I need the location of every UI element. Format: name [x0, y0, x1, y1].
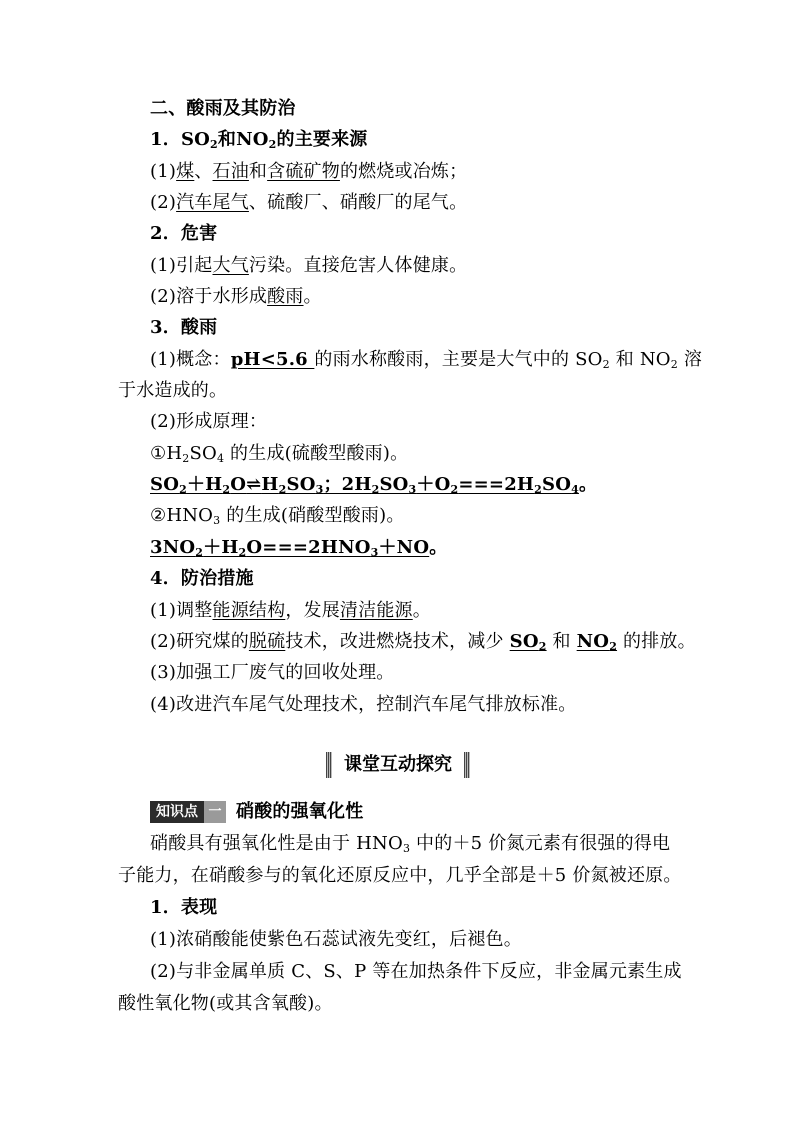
- text: SO: [189, 443, 217, 464]
- eq-text: ＋H: [186, 474, 223, 495]
- paragraph: [150, 442, 408, 466]
- text: 和: [248, 161, 268, 182]
- knowledge-point-badge: [150, 801, 226, 823]
- banner-title: 课堂互动探究: [344, 754, 452, 775]
- formula: SO: [180, 129, 211, 150]
- heading-acid-rain: 3．酸雨: [150, 317, 218, 338]
- formula: NO: [236, 129, 269, 150]
- eq-text: ＋O: [416, 474, 451, 495]
- text: 污染。直接危害人体健康。: [248, 255, 468, 276]
- text: 。: [412, 600, 431, 621]
- paragraph: [150, 254, 467, 278]
- eq-text: H: [261, 474, 279, 495]
- eq-text: ===2H: [458, 474, 535, 495]
- equation-sulfuric: [150, 473, 597, 497]
- eq-text: ；2H: [323, 474, 372, 495]
- section-banner: [326, 751, 470, 779]
- paragraph: [150, 630, 696, 654]
- paragraph: [150, 285, 322, 309]
- underlined-answer: 大气: [212, 255, 249, 276]
- badge-label: 知识点: [150, 801, 204, 823]
- text: (2)溶于水形成: [150, 286, 268, 307]
- eq-text: ＋NO: [378, 537, 430, 558]
- text: 和 NO: [609, 349, 671, 370]
- underlined-answer: [510, 631, 547, 652]
- paragraph: (3)加强工厂废气的回收处理。: [150, 662, 395, 683]
- text: (1)概念：: [150, 349, 231, 370]
- paragraph: [150, 599, 431, 623]
- eq-text: O: [230, 474, 247, 495]
- text: (1)引起: [150, 255, 213, 276]
- text: (1)调整: [150, 600, 213, 621]
- text: 硝酸具有强氧化性是由于 HNO: [150, 833, 403, 854]
- paragraph: (2)形成原理：: [150, 411, 268, 432]
- subscript: 3: [213, 514, 221, 527]
- badge-number: 一: [204, 801, 226, 823]
- paragraph-continuation: 子能力，在硝酸参与的氧化还原反应中，几乎全部是＋5 价氮被还原。: [118, 865, 682, 886]
- underlined-answer: 清洁能源: [339, 600, 413, 621]
- underlined-answer: 含硫矿物: [267, 161, 340, 182]
- subscript: 2: [182, 452, 190, 465]
- underlined-answer: 煤: [176, 161, 195, 182]
- section-title: 二、酸雨及其防治: [150, 98, 296, 119]
- formula: SO: [509, 631, 539, 652]
- equation-part: [150, 474, 579, 495]
- subscript: 3: [408, 483, 417, 496]
- text: ②HNO: [150, 505, 214, 526]
- paragraph: [150, 504, 405, 528]
- paragraph-continuation: 酸性氧化物(或其含氧酸)。: [118, 993, 333, 1014]
- eq-text: 。: [429, 537, 448, 558]
- text: 、硫酸厂、硝酸厂的尾气。: [248, 192, 468, 213]
- subscript: 2: [609, 640, 618, 653]
- subscript: 4: [571, 483, 579, 496]
- text: 溶: [677, 349, 703, 370]
- text: ，发展: [285, 600, 340, 621]
- underlined-answer: 酸雨: [267, 286, 304, 307]
- text: 。: [303, 286, 322, 307]
- subscript: 2: [268, 138, 277, 151]
- subscript: 2: [195, 546, 204, 559]
- subscript: 2: [371, 483, 380, 496]
- subscript: 2: [179, 483, 187, 496]
- subscript: 3: [315, 483, 324, 496]
- equation-part: [150, 537, 429, 558]
- paragraph: (4)改进汽车尾气处理技术，控制汽车尾气排放标准。: [150, 694, 577, 715]
- text: 的生成(硫酸型酸雨)。: [224, 443, 409, 464]
- formula: NO: [576, 631, 610, 652]
- subscript: 2: [670, 358, 678, 371]
- eq-text: O===2HNO: [246, 537, 371, 558]
- text: 和: [217, 129, 237, 150]
- heading-num: 1．: [150, 129, 181, 150]
- paragraph: [150, 832, 670, 856]
- subscript: 3: [370, 546, 379, 559]
- eq-text: ＋H: [203, 537, 239, 558]
- paragraph: [150, 348, 702, 372]
- underlined-answer: 石油: [212, 161, 249, 182]
- heading-measures: 4．防治措施: [150, 568, 254, 589]
- text: (1): [150, 161, 177, 182]
- underlined-answer: 脱硫: [248, 631, 286, 652]
- heading-harm: 2．危害: [150, 223, 218, 244]
- underlined-answer: pH<5.6: [230, 349, 315, 370]
- subscript: 2: [238, 546, 247, 559]
- knowledge-point-title: 硝酸的强氧化性: [236, 801, 364, 822]
- eq-text: SO: [542, 474, 572, 495]
- subscript: 3: [402, 842, 411, 855]
- heading-sources: [150, 128, 368, 152]
- eq-text: SO: [286, 474, 316, 495]
- subscript: 2: [210, 138, 218, 151]
- text: 技术，改进燃烧技术，减少: [285, 631, 510, 652]
- subscript: 2: [534, 483, 542, 496]
- subscript: 2: [450, 483, 459, 496]
- heading-manifestation: 1．表现: [150, 897, 218, 918]
- text: 的生成(硝酸型酸雨)。: [220, 505, 405, 526]
- paragraph: [150, 191, 467, 215]
- subscript: 2: [222, 483, 231, 496]
- underlined-answer: 能源结构: [212, 600, 286, 621]
- text: (2): [150, 192, 177, 213]
- text: 中的＋5 价氮元素有很强的得电: [410, 833, 671, 854]
- eq-text: 3NO: [150, 537, 196, 558]
- text: 的主要来源: [276, 129, 368, 150]
- underlined-answer: 汽车尾气: [176, 192, 249, 213]
- equation-nitric: [150, 536, 447, 560]
- subscript: 4: [216, 452, 225, 465]
- text: 的雨水称酸雨，主要是大气中的 SO: [314, 349, 603, 370]
- subscript: 2: [278, 483, 287, 496]
- text: 和: [546, 631, 577, 652]
- paragraph-continuation: 于水造成的。: [118, 380, 228, 401]
- subscript: 2: [602, 358, 610, 371]
- text: (2)研究煤的: [150, 631, 249, 652]
- equilibrium-arrow-icon: ⇌: [246, 474, 262, 495]
- text: 的排放。: [617, 631, 696, 652]
- underlined-answer: [577, 631, 617, 652]
- eq-text: SO: [379, 474, 409, 495]
- eq-text: SO: [150, 474, 180, 495]
- eq-text: 。: [578, 474, 598, 495]
- subscript: 2: [538, 640, 547, 653]
- banner-bar-right: [464, 752, 470, 778]
- paragraph: [150, 160, 467, 184]
- paragraph: (2)与非金属单质 C、S、P 等在加热条件下反应，非金属元素生成: [150, 961, 682, 982]
- text: 、: [194, 161, 213, 182]
- paragraph: (1)浓硝酸能使紫色石蕊试液先变红，后褪色。: [150, 929, 522, 950]
- text: 的燃烧或冶炼；: [339, 161, 468, 182]
- text: ①H: [150, 443, 183, 464]
